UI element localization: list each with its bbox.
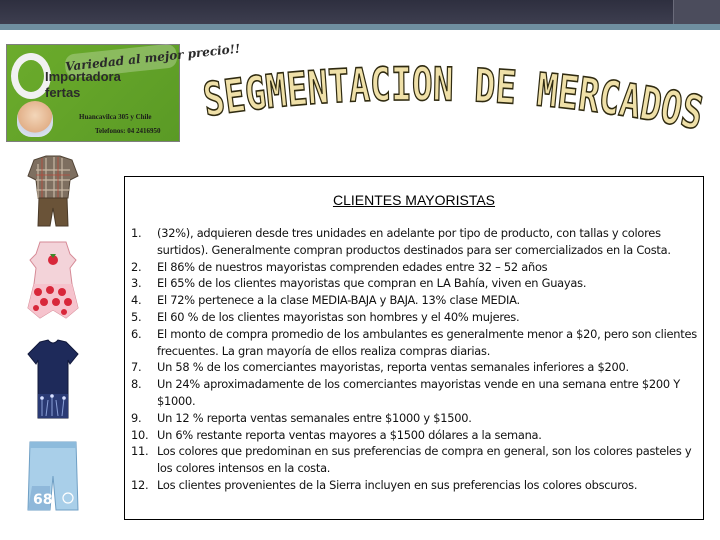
list-item	[131, 259, 697, 276]
list-item-text: El 86% de nuestros mayoristas comprenden edades entre 32 – 52 años	[157, 259, 548, 274]
list-item-number: 9.	[131, 410, 142, 425]
list-item-text: Los clientes provenientes de la Sierra incluyen en sus preferencias los colores obscuros.	[157, 477, 638, 492]
blue-shorts-image	[26, 436, 80, 516]
list-item-text: El 60 % de los clientes mayoristas son hombres y el 40% mujeres.	[157, 309, 520, 324]
list-item	[131, 410, 697, 427]
list-item	[131, 275, 697, 292]
content-box	[124, 176, 704, 520]
list-item-text: Un 58 % de los comerciantes mayoristas, reporta ventas semanales inferiores a $200.	[157, 360, 629, 375]
list-item-number: 2.	[131, 259, 142, 274]
list-item	[131, 292, 697, 309]
shorts-number: 68	[33, 492, 53, 508]
logo-slogan: Variedad al mejor precio!!	[64, 43, 178, 79]
top-bar-accent	[673, 0, 720, 24]
list-item-number: 7.	[131, 360, 142, 375]
list-item	[131, 326, 697, 360]
list-item-text: Un 6% restante reporta ventas mayores a $1500 dólares a la semana.	[157, 427, 542, 442]
list-item-number: 5.	[131, 309, 142, 324]
list-item	[131, 359, 697, 376]
list-item-number: 4.	[131, 293, 142, 308]
list-item-text: El 72% pertenece a la clase MEDIA-BAJA y BAJA. 13% clase MEDIA.	[157, 293, 520, 308]
list-item-text: (32%), adquieren desde tres unidades en adelante por tipo de producto, con tallas y colores surtidos). Generalmente compran productos destinados para ser comercializados en la Costa.	[157, 226, 671, 257]
baby-photo-icon	[17, 101, 53, 137]
plaid-shirt-shorts-image	[26, 152, 80, 232]
list-item-text: El 65% de los clientes mayoristas que compran en LA Bahía, viven en Guayas.	[157, 276, 587, 291]
list-item-number: 8.	[131, 377, 142, 392]
list-item-text: El monto de compra promedio de los ambulantes es generalmente menor a $20, pero son clientes frecuentes. La gran mayoría de ellos realiza compras diarias.	[157, 326, 697, 358]
slide-title-art	[200, 64, 708, 164]
slide-title-text: SEGMENTACION DE MERCADO	[200, 64, 694, 138]
section-heading: CLIENTES MAYORISTAS	[332, 192, 496, 208]
strawberry-romper-image	[26, 238, 80, 328]
list-item	[131, 376, 697, 410]
list-item	[131, 225, 697, 259]
company-logo	[6, 41, 241, 142]
logo-phone: Telefonos: 04 2416950	[95, 127, 161, 135]
item-list	[131, 225, 697, 494]
list-item-number: 10.	[131, 427, 149, 442]
logo-address: Huancavilca 305 y Chile	[79, 113, 152, 121]
list-item-number: 11.	[131, 444, 149, 459]
list-item-number: 12.	[131, 477, 149, 492]
top-strip	[0, 24, 720, 30]
list-item	[131, 477, 697, 494]
list-item	[131, 309, 697, 326]
top-bar	[0, 0, 720, 24]
list-item-text: Un 24% aproximadamente de los comerciantes mayoristas vende en una semana entre $200 Y $1000.	[157, 377, 680, 408]
slide-title	[200, 64, 708, 164]
logo-company-line1: Importadora	[45, 69, 121, 84]
list-item	[131, 427, 697, 444]
logo-company-line2: fertas	[45, 85, 81, 100]
list-item-number: 3.	[131, 276, 142, 291]
list-item-text: Los colores que predominan en sus preferencias de compra en general, son los colores pasteles y los colores intensos en la costa.	[157, 444, 692, 476]
list-item-number: 1.	[131, 226, 142, 240]
navy-tshirt-image	[26, 338, 80, 422]
list-item-number: 6.	[131, 326, 142, 341]
list-item	[131, 443, 697, 477]
list-item-text: Un 12 % reporta ventas semanales entre $1000 y $1500.	[157, 410, 472, 425]
